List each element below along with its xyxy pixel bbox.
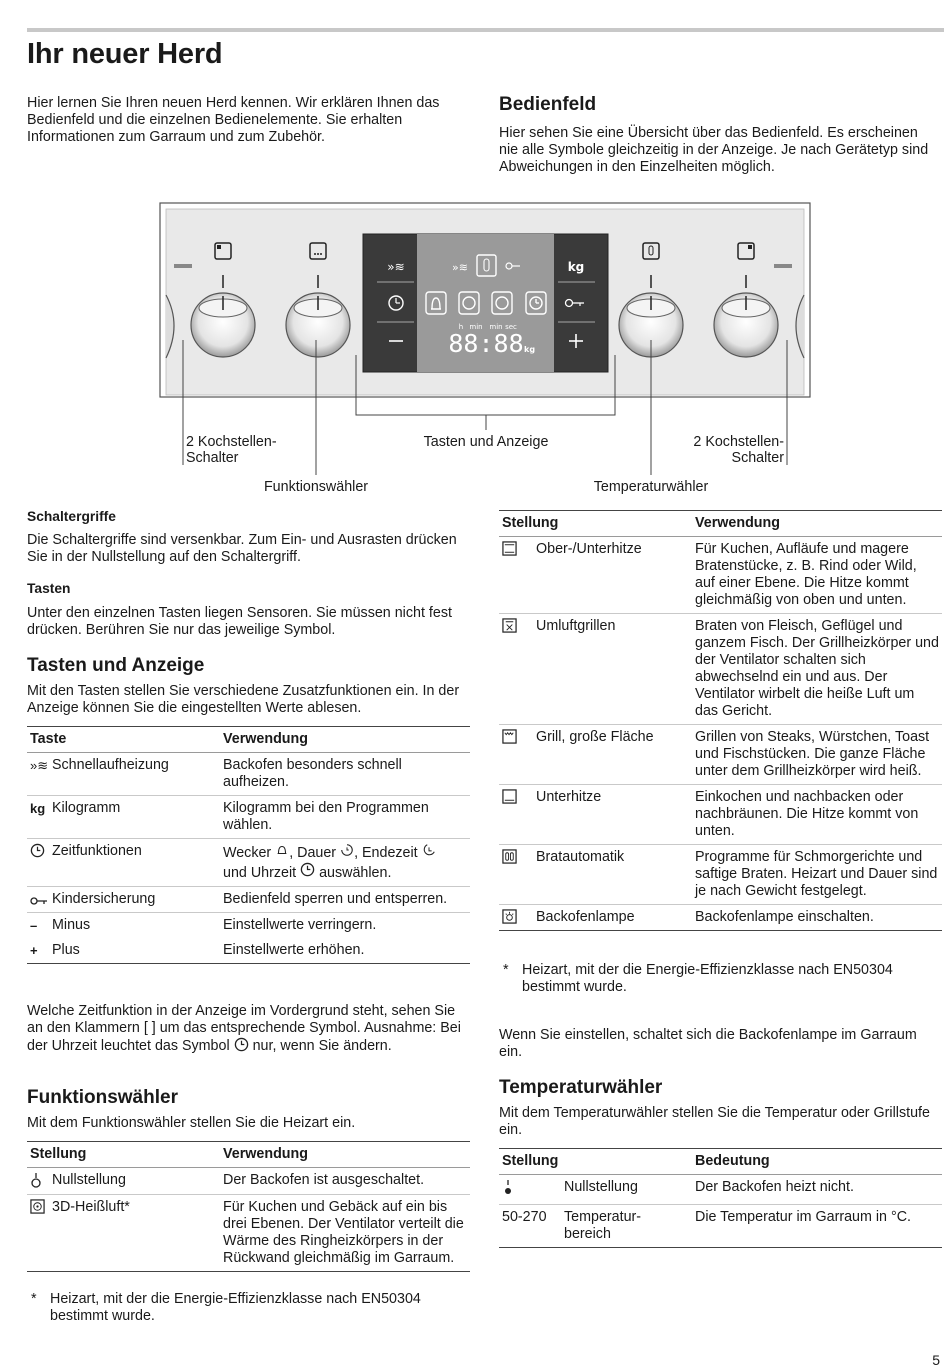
row-use: Der Backofen heizt nicht. bbox=[692, 1175, 942, 1205]
row-name: Nullstellung bbox=[561, 1175, 692, 1205]
tasten-text: Unter den einzelnen Tasten liegen Sensoren. Sie müssen nicht fest drücken. Berühren Sie nur das jeweilige Symbol. bbox=[27, 605, 452, 638]
clock-icon bbox=[30, 843, 52, 860]
label-tasten-anzeige: Tasten und Anzeige bbox=[423, 434, 549, 450]
col-header: Taste bbox=[27, 727, 220, 753]
col-header: Bedeutung bbox=[692, 1149, 942, 1175]
hot-air-3d-icon bbox=[30, 1199, 52, 1216]
control-panel-svg bbox=[0, 200, 950, 500]
bell-icon bbox=[275, 843, 289, 857]
display-unit-h: h bbox=[458, 323, 464, 331]
clock-icon bbox=[300, 862, 315, 877]
endtime-icon bbox=[422, 843, 436, 857]
display-unit-min2: min bbox=[489, 323, 503, 331]
bedienfeld-text: Hier sehen Sie eine Übersicht über das Bedienfeld. Es erscheinen nie alle Symbole gleichzeitig in der Anzeige. Je nach Gerätetyp sind Abweichungen in den Einzelheiten möglich. bbox=[499, 125, 929, 175]
bottom-heat-icon bbox=[502, 789, 536, 806]
tasten-table bbox=[27, 726, 470, 964]
row-name: 3D-Heißluft* bbox=[52, 1199, 130, 1215]
stellung-table bbox=[499, 510, 942, 931]
row-name: Bratautomatik bbox=[536, 849, 625, 865]
schaltergriffe-heading: Schaltergriffe bbox=[27, 509, 116, 524]
row-name: Minus bbox=[52, 917, 91, 933]
null-dot-icon bbox=[502, 1183, 514, 1199]
top-bottom-heat-icon bbox=[502, 541, 536, 558]
page-number: 5 bbox=[932, 1352, 940, 1368]
row-use: Einkochen und nachbacken oder nachbräunen. Die Hitze kommt von unten. bbox=[692, 785, 942, 845]
table-row bbox=[499, 614, 942, 725]
top-rule bbox=[27, 28, 944, 32]
row-use: Einstellwerte verringern. bbox=[223, 917, 377, 933]
table-row bbox=[499, 537, 942, 614]
table-header bbox=[27, 1142, 470, 1168]
tasten-anzeige-heading: Tasten und Anzeige bbox=[27, 655, 205, 676]
row-name: Umluftgrillen bbox=[536, 618, 616, 634]
funktionswaehler-heading: Funktionswähler bbox=[27, 1087, 178, 1108]
schaltergriffe-text: Die Schaltergriffe sind versenkbar. Zum Ein- und Ausrasten drücken Sie in der Nullstellung auf den Schaltergriff. bbox=[27, 532, 457, 565]
col-header: Verwendung bbox=[692, 511, 942, 537]
row-use: Backofenlampe einschalten. bbox=[692, 905, 942, 931]
clock-icon bbox=[234, 1037, 249, 1052]
zeitfunktion-text: Welche Zeitfunktion in der Anzeige im Vordergrund steht, sehen Sie an den Klammern [ ] um das entsprechende Symbol. Ausnahme: Bei der Uhrzeit leuchtet das Symbol nur, wenn Sie ändern. bbox=[27, 1003, 461, 1054]
funktionswaehler-text: Mit dem Funktionswähler stellen Sie die Heizart ein. bbox=[27, 1115, 356, 1131]
table-row bbox=[499, 1205, 942, 1248]
col-header: Stellung bbox=[499, 1149, 692, 1175]
row-use: Bedienfeld sperren und entsperren. bbox=[220, 887, 470, 913]
lampe-text: Wenn Sie einstellen, schaltet sich die Backofenlampe im Garraum ein. bbox=[499, 1027, 917, 1060]
table-row bbox=[27, 887, 470, 913]
label-kochstellen-right: 2 Kochstellen- Schalter bbox=[693, 434, 784, 466]
temperaturwaehler-text: Mit dem Temperaturwähler stellen Sie die Temperatur oder Grillstufe ein. bbox=[499, 1105, 930, 1138]
table-row bbox=[27, 913, 470, 939]
col-header: Stellung bbox=[499, 511, 692, 537]
label-kochstellen-left: 2 Kochstellen- Schalter bbox=[186, 434, 277, 466]
label-funktionswaehler: Funktionswähler bbox=[263, 479, 369, 495]
table-row bbox=[499, 725, 942, 785]
row-use: Für Kuchen und Gebäck auf ein bis drei Ebenen. Der Ventilator verteilt die Wärme des Ringheizkörpers in der Rückwand gleichmäßig im Garraum. bbox=[220, 1195, 470, 1272]
row-name: Zeitfunktionen bbox=[52, 843, 142, 859]
bedienfeld-heading: Bedienfeld bbox=[499, 94, 597, 115]
row-name: Grill, große Fläche bbox=[536, 729, 654, 745]
temperaturwaehler-heading: Temperaturwähler bbox=[499, 1077, 663, 1098]
temperaturwaehler-table bbox=[499, 1148, 942, 1248]
table-header bbox=[499, 511, 942, 537]
row-use: Grillen von Steaks, Würstchen, Toast und Fischstücken. Die ganze Fläche unter dem Grillheizkörper wird heiß. bbox=[692, 725, 942, 785]
intro-text: Hier lernen Sie Ihren neuen Herd kennen. Wir erklären Ihnen das Bedienfeld und die einzelnen Bedienelemente. Sie erhalten Informationen zum Garraum und zum Zubehör. bbox=[27, 95, 440, 145]
table-header bbox=[27, 727, 470, 753]
row-name: Kindersicherung bbox=[52, 891, 156, 907]
key-icon bbox=[30, 891, 52, 908]
col-header: Stellung bbox=[27, 1142, 220, 1168]
table-row bbox=[27, 938, 470, 964]
auto-roast-icon bbox=[502, 849, 536, 866]
table-row bbox=[499, 845, 942, 905]
row-name: Backofenlampe bbox=[536, 909, 635, 925]
oven-lamp-icon bbox=[502, 909, 536, 926]
row-name: Ober-/Unterhitze bbox=[536, 541, 642, 557]
row-use: Braten von Fleisch, Geflügel und ganzem Fisch. Der Grillheizkörper und der Ventilator schalten sich abwechselnd ein und aus. Der Ventilator wirbelt die heiße Luft um das Gericht. bbox=[692, 614, 942, 725]
row-name: Unterhitze bbox=[536, 789, 602, 805]
col-header: Verwendung bbox=[220, 727, 470, 753]
row-use: Backofen besonders schnell aufheizen. bbox=[220, 753, 470, 796]
row-use: Die Temperatur im Garraum in °C. bbox=[692, 1205, 942, 1248]
table-row bbox=[499, 785, 942, 845]
display-digits: 88:88 bbox=[448, 329, 524, 358]
display-kg: kg bbox=[524, 345, 536, 354]
svg-text:»≋: »≋ bbox=[387, 260, 405, 274]
fast-heat-icon: »≋ bbox=[30, 758, 49, 773]
fan-grill-icon bbox=[502, 618, 536, 635]
row-name: Nullstellung bbox=[52, 1172, 126, 1188]
label-temperaturwaehler: Temperaturwähler bbox=[593, 479, 709, 495]
table-header bbox=[499, 1149, 942, 1175]
funktionswaehler-table bbox=[27, 1141, 470, 1272]
table-row bbox=[27, 839, 470, 887]
control-panel-diagram bbox=[0, 200, 950, 500]
table-row bbox=[499, 1175, 942, 1205]
row-use: Der Backofen ist ausgeschaltet. bbox=[220, 1168, 470, 1195]
tasten-anzeige-text: Mit den Tasten stellen Sie verschiedene Zusatzfunktionen ein. In der Anzeige können Sie die eingestellten Werte ablesen. bbox=[27, 683, 460, 716]
table-row bbox=[27, 1168, 470, 1195]
row-pos: 50-270 bbox=[499, 1205, 561, 1248]
table-row bbox=[27, 1195, 470, 1272]
plus-icon: + bbox=[30, 943, 38, 958]
row-name: Schnellaufheizung bbox=[52, 757, 169, 773]
row-name: Kilogramm bbox=[52, 800, 121, 816]
null-position-icon bbox=[30, 1172, 52, 1190]
svg-text:kg: kg bbox=[567, 260, 585, 274]
grill-large-icon bbox=[502, 729, 536, 746]
row-use: Für Kuchen, Aufläufe und magere Bratenstücke, z. B. Rind oder Wild, auf einer Ebene. Die Hitze kommt gleichmäßig von oben und unten. bbox=[692, 537, 942, 614]
row-name: Temperatur- bereich bbox=[561, 1205, 692, 1248]
table-row bbox=[27, 796, 470, 839]
row-use: Programme für Schmorgerichte und saftige Braten. Heizart und Dauer sind je nach Gewicht festgelegt. bbox=[692, 845, 942, 905]
row-use: Einstellwerte erhöhen. bbox=[220, 938, 470, 964]
footnote-right: * Heizart, mit der die Energie-Effizienzklasse nach EN50304 bestimmt wurde. bbox=[503, 962, 893, 995]
kg-icon: kg bbox=[30, 801, 46, 816]
row-use: Wecker , Dauer , Endezeit und Uhrzeit auswählen. bbox=[220, 839, 470, 887]
display-unit-min1: min bbox=[469, 323, 483, 331]
table-row bbox=[27, 753, 470, 796]
table-row bbox=[499, 905, 942, 931]
duration-icon bbox=[340, 843, 354, 857]
display-unit-sec: sec bbox=[505, 323, 517, 331]
svg-text:»≋: »≋ bbox=[452, 261, 468, 274]
footnote-left: * Heizart, mit der die Energie-Effizienzklasse nach EN50304 bestimmt wurde. bbox=[31, 1291, 421, 1324]
minus-icon: – bbox=[30, 918, 38, 933]
row-name: Plus bbox=[52, 942, 80, 958]
row-use: Kilogramm bei den Programmen wählen. bbox=[220, 796, 470, 839]
col-header: Verwendung bbox=[220, 1142, 470, 1168]
tasten-heading: Tasten bbox=[27, 581, 71, 596]
page-title: Ihr neuer Herd bbox=[27, 38, 223, 70]
